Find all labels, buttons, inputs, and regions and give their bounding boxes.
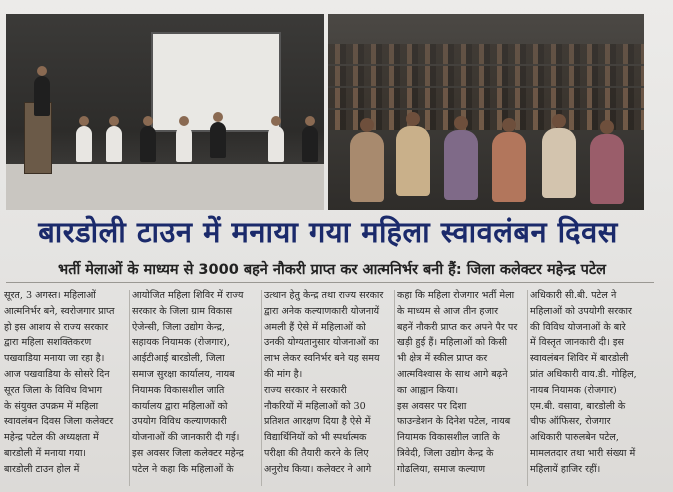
article-line: की मांग है।	[264, 368, 303, 380]
article-line: आईटीआई बारडोली, जिला	[132, 353, 225, 365]
article-line: गोढलिया, समाज कल्याण	[397, 463, 486, 475]
article-line: कार्यालय द्वारा महिलाओं को	[132, 400, 228, 412]
guest-figure	[302, 126, 318, 162]
article-line: सूरत जिला के विविध विभाग	[4, 384, 103, 396]
article-line: भी क्षेत्र में स्कील प्राप्त कर	[397, 353, 488, 365]
article-line: राज्य सरकार ने सरकारी	[264, 384, 347, 396]
article-line: उनकी योग्यतानुसार योजनाओं का	[264, 337, 379, 349]
article-line: समाज सुरक्षा कार्यालय, नायब	[132, 368, 235, 380]
audience-woman-figure	[444, 130, 478, 200]
article-line: सूरत, 3 अगस्त। महिलाओं	[4, 290, 96, 301]
article-line: द्वारा महिला सशक्तिकरण	[4, 337, 92, 349]
article-line: आज पखवाडिया के सोसरे दिन	[4, 368, 110, 380]
guest-figure	[268, 126, 284, 162]
article-line: अनुरोध किया। कलेक्टर ने आगे	[264, 463, 372, 475]
article-line: स्वावलंबन शिविर में बारडोली	[530, 353, 629, 365]
article-line: स्वावलंबन दिवस जिला कलेक्टर	[4, 416, 114, 428]
article-line: ऐजेन्सी, जिला उद्योग केन्द्र,	[132, 321, 225, 333]
article-line: इस अवसर पर दिशा	[397, 400, 467, 412]
article-line: बारडोली टाउन होल में	[4, 463, 80, 475]
article-line: विद्यार्थिनियों को भी स्पर्धात्मक	[264, 432, 367, 444]
audience-woman-figure	[492, 132, 526, 202]
column-divider	[261, 290, 262, 486]
column-divider	[527, 290, 528, 486]
article-line: नौकरियों में महिलाओं को 30	[264, 400, 366, 412]
headline: बारडोली टाउन में मनाया गया महिला स्वावलंबन दिवस	[38, 215, 618, 249]
article-line: आयोजित महिला शिविर में राज्य	[132, 290, 244, 301]
article-line: महिलायें हाजिर रहीं।	[530, 463, 601, 475]
article-line: महिलाओं को उपयोगी सरकार	[530, 305, 632, 317]
column-divider	[129, 290, 130, 486]
article-line: आत्मनिर्भर बने, स्वरोजगार प्राप्त	[4, 305, 115, 317]
guest-figure	[106, 126, 122, 162]
audience-woman-figure	[396, 126, 430, 196]
article-column-4	[397, 288, 519, 488]
article-line: उत्थान हेतु केन्द्र तथा राज्य सरकार	[264, 290, 384, 301]
article-line: फाउन्डेशन के दिनेश पटेल, नायब	[397, 416, 511, 428]
article-line: योजनाओं की जानकारी दी गई।	[132, 432, 240, 444]
guest-figure	[176, 126, 192, 162]
article-line: मामलतदार तथा भारी संख्या में	[530, 447, 636, 459]
audience-woman-figure	[590, 134, 624, 204]
article-line: नायब नियामक (रोजगार)	[530, 384, 617, 396]
article-line: पखवाडिया मनाया जा रहा है।	[4, 353, 105, 365]
article-line: खड़ी हुई हैं। महिलाओं को किसी	[397, 337, 508, 349]
article-column-1	[4, 288, 126, 488]
article-line: इस अवसर जिला कलेक्टर महेन्द्र	[132, 447, 244, 459]
article-column-5	[530, 288, 652, 488]
speaker-figure	[34, 76, 50, 116]
article-line: सहायक नियामक (रोजगार),	[132, 337, 230, 349]
article-line: नियामक विकासशील जाति	[132, 384, 225, 396]
photo-audience	[328, 14, 644, 210]
subheadline: भर्ती मेलाओं के माध्यम से 3000 बहने नौकरी प्राप्त कर आत्मनिर्भर बनी हैं: जिला कलेक्टर महेन्द्र पटेल	[58, 262, 606, 278]
article-line: प्रांत अधिकारी वाय.डी. गोहिल,	[530, 368, 637, 380]
article-line: नियामक विकासशील जाति के	[397, 432, 500, 444]
article-line: त्रिवेदी, जिला उद्योग केन्द्र के	[397, 447, 494, 459]
article-line: सरकार के जिला ग्राम विकास	[132, 305, 233, 317]
article-line: हो इस आशय से राज्य सरकार	[4, 321, 109, 333]
article-line: चीफ ऑफिसर, रोजगार	[530, 416, 611, 428]
article-line: महेन्द्र पटेल की अध्यक्षता में	[4, 432, 99, 444]
article-line: पटेल ने कहा कि महिलाओं के	[132, 463, 234, 475]
article-line: बहनें नौकरी प्राप्त कर अपने पैर पर	[397, 321, 518, 333]
article-line: प्रतिशत आरक्षण दिया है ऐसे में	[264, 416, 371, 428]
photo-stage-event	[6, 14, 324, 210]
article-line: लाभ लेकर स्वनिर्भर बने यह समय	[264, 353, 380, 365]
article-line: की विविध योजनाओं के बारे	[530, 321, 626, 333]
column-divider	[394, 290, 395, 486]
audience-woman-figure	[350, 132, 384, 202]
article-column-2	[132, 288, 254, 488]
article-line: अधिकारी सी.बी. पटेल ने	[530, 290, 617, 301]
article-line: द्वारा अनेक कल्याणकारी योजनायें	[264, 305, 380, 317]
article-line: एम.बी. वसावा, बारडोली के	[530, 400, 626, 412]
article-line: के संयुक्त उपक्रम में महिला	[4, 400, 99, 412]
article-line: उपयोग विविध कल्याणकारी	[132, 416, 227, 428]
article-line: का आह्वान किया।	[397, 384, 459, 396]
article-line: में विस्तृत जानकारी दी। इस	[530, 337, 625, 349]
article-line: आत्मविश्वास के साथ आगे बढ़ने	[397, 368, 508, 380]
article-line: परीक्षा की तैयारी करने के लिए	[264, 447, 369, 459]
divider	[6, 282, 654, 283]
article-line: के माध्यम से आज तीन हजार	[397, 305, 499, 317]
article-line: कहा कि महिला रोजगार भर्ती मेला	[397, 290, 515, 301]
guest-figure	[210, 122, 226, 158]
guest-figure	[140, 126, 156, 162]
article-line: अधिकारी पारुलबेन पटेल,	[530, 432, 619, 444]
article-column-3	[264, 288, 386, 488]
guest-figure	[76, 126, 92, 162]
audience-woman-figure	[542, 128, 576, 198]
article-line: अमली हैं ऐसे में महिलाओं को	[264, 321, 366, 333]
article-line: बारडोली में मनाया गया।	[4, 447, 87, 459]
stage-floor	[6, 164, 324, 210]
